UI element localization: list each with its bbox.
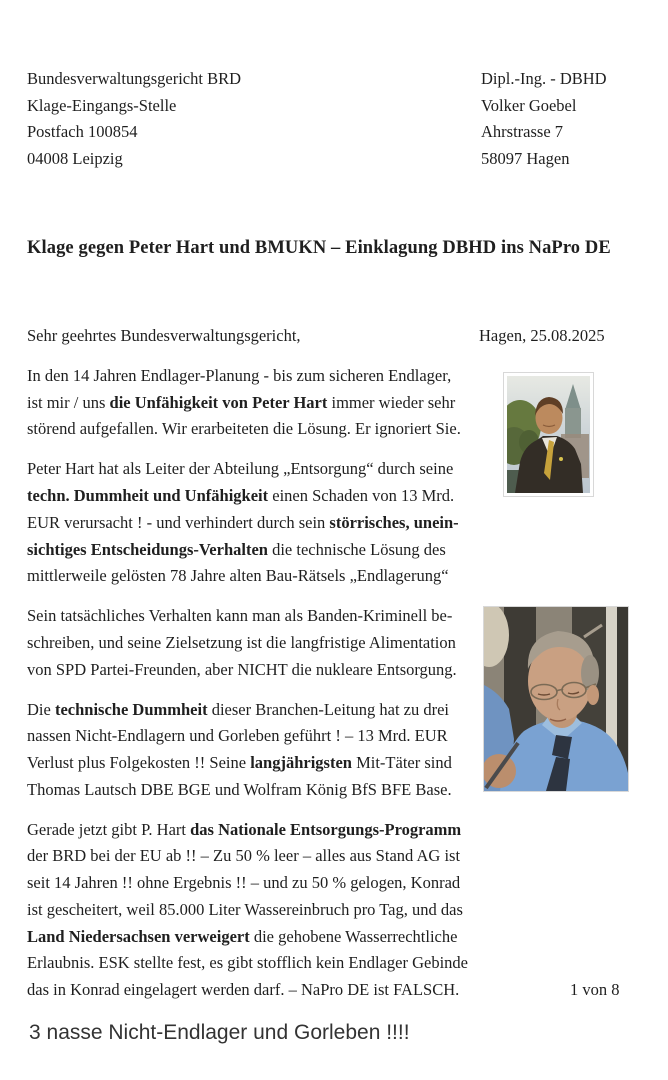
- sender-line: Volker Goebel: [481, 95, 577, 115]
- text-line: der BRD bei der EU ab !! – Zu 50 % leer – alles aus Stand AG ist: [27, 846, 461, 866]
- recipient-address: [27, 66, 241, 172]
- sender-address: [481, 66, 607, 172]
- text-line: techn. Dummheit und Unfähigkeit einen Schaden von 13 Mrd.: [27, 486, 455, 506]
- recipient-line: Postfach 100854: [27, 122, 138, 141]
- text-line: Gerade jetzt gibt P. Hart das Nationale Entsorgungs-Programm: [27, 819, 462, 839]
- text-line: Peter Hart hat als Leiter der Abteilung „Entsorgung“ durch seine: [27, 459, 454, 479]
- text-line: Land Niedersachsen verweigert die gehobene Wasserrechtliche: [27, 926, 458, 946]
- photo-man-closeup: [483, 606, 629, 792]
- text-line: In den 14 Jahren Endlager-Planung - bis zum sicheren Endlager,: [27, 366, 452, 385]
- text-line: ist gescheitert, weil 85.000 Liter Wassereinbruch pro Tag, und das: [27, 899, 463, 919]
- text-line: störend aufgefallen. Wir erarbeiteten die Lösung. Er ignoriert Sie.: [27, 419, 461, 439]
- text-line: ist mir / uns die Unfähigkeit von Peter Hart immer wieder sehr: [27, 392, 456, 412]
- text-line: mittlerweile gelösten 78 Jahre alten Bau-Rätsels „Endlagerung“: [27, 566, 449, 586]
- photo-man-in-suit-graphic: [507, 376, 590, 493]
- text-line: das in Konrad eingelagert werden darf. – NaPro DE ist FALSCH.: [27, 979, 460, 999]
- paragraph: [27, 817, 468, 1004]
- text-line: seit 14 Jahren !! ohne Ergebnis !! – und zu 50 % gelogen, Konrad: [27, 873, 461, 893]
- paragraph: [27, 603, 457, 683]
- paragraph: [27, 363, 461, 443]
- text-line: Erlaubnis. ESK stellte fest, es gibt stofflich kein Endlager Gebinde: [27, 953, 468, 973]
- recipient-line: Klage-Eingangs-Stelle: [27, 95, 177, 115]
- text-line: schreiben, und seine Zielsetzung ist die langfristige Alimentation: [27, 632, 456, 652]
- page-indicator: 1 von 8: [570, 980, 620, 999]
- salutation: Sehr geehrtes Bundesverwaltungsgericht,: [27, 326, 301, 345]
- photo-man-in-suit: [503, 372, 594, 497]
- recipient-line: Bundesverwaltungsgericht BRD: [27, 69, 242, 88]
- text-line: Thomas Lautsch DBE BGE und Wolfram König BfS BFE Base.: [27, 779, 452, 799]
- text-line: Sein tatsächliches Verhalten kann man als Banden-Kriminell be-: [27, 606, 453, 626]
- text-line: sichtiges Entscheidungs-Verhalten die technische Lösung des: [27, 539, 446, 559]
- paragraph: [27, 456, 459, 590]
- letter-body: [27, 363, 468, 1004]
- page-title: Klage gegen Peter Hart und BMUKN – Einklagung DBHD ins NaPro DE: [27, 238, 611, 258]
- sender-line: 58097 Hagen: [481, 148, 570, 168]
- photo-man-closeup-graphic: [484, 607, 628, 791]
- text-line: Verlust plus Folgekosten !! Seine langjährigsten Mit-Täter sind: [27, 753, 452, 773]
- text-line: von SPD Partei-Freunden, aber NICHT die nukleare Entsorgung.: [27, 659, 457, 679]
- text-line: Die technische Dummheit dieser Branchen-Leitung hat zu drei: [27, 699, 450, 719]
- dateline: Hagen, 25.08.2025: [479, 326, 605, 345]
- text-line: EUR verursacht ! - und verhindert durch sein störrisches, unein-: [27, 512, 459, 532]
- sender-line: Dipl.-Ing. - DBHD: [481, 69, 607, 88]
- caption-text: 3 nasse Nicht-Endlager und Gorleben !!!!: [29, 1021, 410, 1044]
- recipient-line: 04008 Leipzig: [27, 148, 123, 168]
- paragraph: [27, 697, 452, 804]
- text-line: nassen Nicht-Endlagern und Gorleben geführt ! – 13 Mrd. EUR: [27, 726, 448, 746]
- sender-line: Ahrstrasse 7: [481, 122, 564, 141]
